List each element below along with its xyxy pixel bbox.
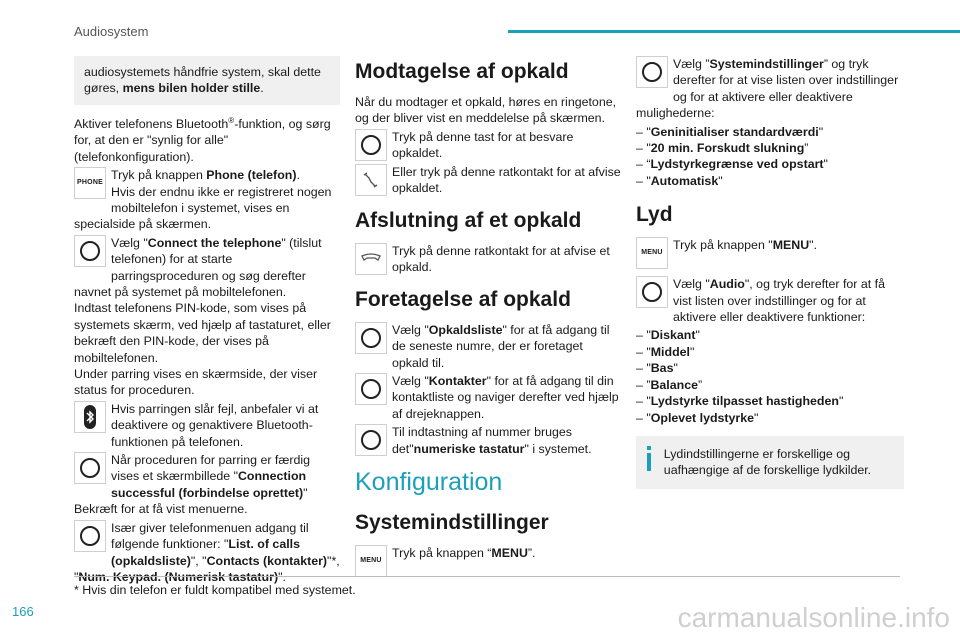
s1-desc: Hvis der endnu ikke er registreret nogen mobiltelefon i systemet, vises en specialside på skærmen. (74, 184, 332, 232)
make2-bold: Kontakter (428, 374, 487, 389)
heading-system-settings: Systemindstillinger (355, 511, 549, 535)
make1-end: " for at få adgang til de seneste numre, der er foretaget opkald til. (392, 322, 610, 370)
s2-text-c: " (tilslut telefonen) for at starte parringsproceduren og søg derefter navnet på systemet på mobiltelefonen. (74, 235, 322, 299)
bluetooth-icon (74, 401, 106, 433)
end-text: Tryk på denne ratkontakt for at afvise et opkald. (392, 243, 610, 275)
make1-text: Vælg " (392, 322, 429, 337)
list-item: – "20 min. Forskudt slukning” (636, 141, 809, 156)
make3-bold: numeriske tastatur (413, 441, 525, 456)
sys1-bold: MENU (491, 546, 528, 561)
sys2-bold: Systemindstillinger (709, 57, 824, 71)
list-item: – "Bas" (636, 361, 678, 376)
make2-text: Vælg " (392, 374, 429, 389)
rotary-knob-icon (74, 235, 106, 267)
step-bluetooth-fail (74, 401, 340, 450)
s4-bold: Connection successful (forbindelse oprettet) (111, 469, 307, 500)
snd2-text: Vælg " (673, 277, 710, 292)
s3-text: Hvis parringen slår fejl, anbefaler vi at deaktivere og genaktivere Bluetooth-funktionen på telefonen. (111, 401, 319, 449)
column-3 (636, 56, 904, 489)
step-audio (636, 276, 904, 325)
step-contacts (355, 373, 621, 422)
s4-end: " (303, 485, 308, 500)
step-success (74, 452, 340, 518)
step-sound-menu (636, 237, 904, 270)
system-settings-list (636, 124, 904, 190)
p1-text: Aktiver telefonens Bluetooth (74, 116, 229, 131)
footnote: * Hvis din telefon er fuldt kompatibel med systemet. (74, 583, 356, 597)
phone-button-icon (74, 167, 106, 199)
s2-text: Vælg " (111, 235, 148, 250)
s4-desc: Bekræft for at få vist menuerne. (74, 502, 248, 517)
step-answer (355, 129, 621, 162)
step-system-settings (636, 56, 904, 122)
step-call-list (355, 322, 621, 371)
box-text: audiosystemets håndfrie system, skal dette gøres, (84, 65, 321, 96)
hang-up-icon (355, 243, 387, 275)
audio-settings-list (636, 327, 904, 425)
step-keypad (355, 424, 621, 457)
s5-bold-2: Contacts (kontakter) (206, 553, 328, 568)
s1-end: . (296, 168, 300, 183)
box-text-end: . (260, 81, 264, 96)
s2-desc: Indtast telefonens PIN-kode, som vises på systemets skærm, ved hjælp af tastaturet, eller bekræft den PIN-kode, der vises på mobiltelefonen. (74, 301, 331, 365)
menu-button-icon (636, 237, 668, 269)
section-header: Audiosystem (74, 24, 149, 39)
heading-sound: Lyd (636, 203, 673, 227)
s5-sep-1: ", " (190, 553, 207, 568)
snd2-bold: Audio (709, 277, 745, 292)
rotary-knob-icon (355, 424, 387, 456)
info-box (636, 436, 904, 489)
snd1-end: ". (809, 238, 818, 253)
s1-text: Tryk på knappen (111, 168, 207, 183)
answer-text: Tryk på denne tast for at besvare opkaldet. (392, 129, 574, 161)
s4-text: Når proceduren for parring er færdig vises et skærmbillede " (111, 453, 311, 484)
list-item: – "Automatisk" (636, 173, 723, 188)
rotary-knob-icon (355, 373, 387, 405)
make1-bold: Opkaldsliste (428, 322, 503, 337)
sys2-text: Vælg ” (673, 57, 710, 71)
s2-status: Under parring vises en skærmside, der viser status for proceduren. (74, 367, 318, 398)
step-end (355, 243, 621, 276)
s5-text: Især giver telefonmenuen adgang til følgende funktioner: " (111, 520, 309, 552)
s1-bold: Phone (telefon) (206, 168, 297, 183)
rotary-knob-icon (74, 520, 106, 552)
make3-end: " i systemet. (524, 441, 592, 456)
step-connect (74, 235, 340, 399)
warning-box (74, 56, 340, 105)
sys1-text: Tryk på knappen “ (392, 546, 492, 561)
s2-bold: Connect the telephone (147, 235, 282, 250)
menu-button-icon (355, 545, 387, 577)
info-text: Lydindstillingerne er forskellige og uafhængige af de forskellige lydkilder. (663, 446, 872, 478)
rotary-knob-icon (355, 322, 387, 354)
menu-icon-label: MENU (641, 249, 663, 257)
list-item: – "Geninitialiser standardværdi" (636, 124, 824, 139)
sys2-end: ” og tryk derefter for at vise listen over indstillinger og for at aktivere eller deaktivere mulighederne: (636, 57, 899, 121)
sys1-end: ”. (527, 546, 536, 561)
rotary-knob-icon (355, 129, 387, 161)
list-item: – "Lydstyrke tilpasset hastigheden" (636, 394, 844, 409)
rotary-knob-icon (636, 56, 668, 88)
step-reject (355, 164, 621, 197)
bluetooth-paragraph (74, 113, 340, 165)
footnote-divider (74, 576, 900, 577)
column-2 (355, 56, 621, 580)
heading-make-call: Foretagelse af opkald (355, 287, 571, 311)
info-icon (646, 446, 652, 479)
heading-end-call: Afslutning af et opkald (355, 208, 582, 232)
header-accent-bar (508, 30, 960, 33)
box-text-bold: mens bilen holder stille (122, 81, 261, 96)
watermark: carmanualsonline.info (677, 602, 950, 633)
step-system-menu (355, 545, 621, 578)
rotary-knob-icon (74, 452, 106, 484)
reject-text: Eller tryk på denne ratkontakt for at afvise opkaldet. (392, 164, 621, 196)
heading-configuration: Konfiguration (355, 468, 503, 497)
s5-sep-2: "*, (327, 553, 340, 568)
list-item: – “Lydstyrkegrænse ved opstart" (636, 157, 828, 172)
snd1-text: Tryk på knappen " (673, 238, 773, 253)
steering-phone-icon (355, 164, 387, 196)
list-item: – "Oplevet lydstyrke" (636, 410, 759, 425)
menu-icon-label: MENU (360, 557, 382, 565)
heading-receive-call: Modtagelse af opkald (355, 60, 569, 83)
make3-text: Til indtastning af nummer bruges det" (392, 425, 572, 456)
column-1 (74, 56, 340, 587)
receive-paragraph: Når du modtager et opkald, høres en ringetone, og der bliver vist en meddelelse på skærmen. (355, 95, 617, 126)
list-item: – "Middel" (636, 344, 695, 359)
snd1-bold: MENU (772, 238, 810, 253)
step-phone (74, 167, 340, 233)
phone-icon-label: PHONE (77, 178, 103, 186)
make2-end: " for at få adgang til din kontaktliste og naviger derefter ved hjælp af drejeknappen. (392, 374, 619, 421)
s5-bold-1: List. of calls (opkaldsliste) (111, 537, 300, 568)
list-item: – ”Balance” (636, 377, 703, 392)
rotary-knob-icon (636, 276, 668, 308)
registered-mark: ® (228, 115, 235, 125)
list-item: – "Diskant" (636, 328, 700, 343)
p1-text-b: -funktion, og sørg for, at den er "synlig for alle" (telefonkonfiguration). (74, 116, 331, 164)
snd2-end: ", og tryk derefter for at få vist listen over indstillinger og for at aktivere eller deaktivere funktioner: (673, 277, 885, 325)
page-number: 166 (12, 604, 34, 619)
